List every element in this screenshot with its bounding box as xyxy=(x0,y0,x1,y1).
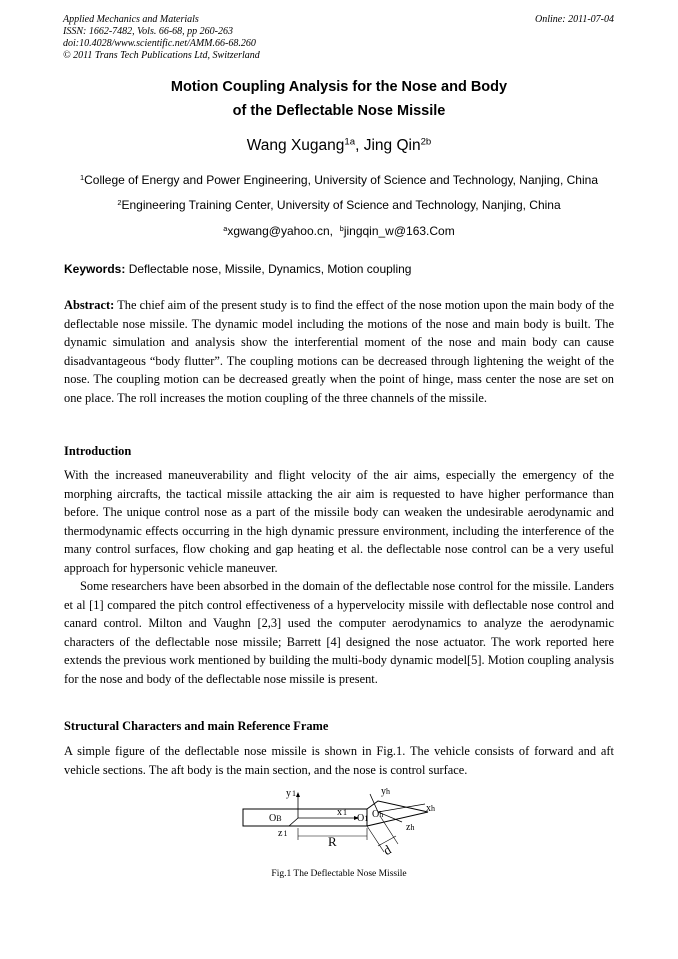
paper-title-line2: of the Deflectable Nose Missile xyxy=(232,103,446,119)
email-b[interactable]: jingqin_w@163.Com xyxy=(343,224,455,238)
y1-arrow xyxy=(296,792,300,797)
doi-line[interactable]: doi:10.4028/www.scientific.net/AMM.66-68.260 xyxy=(63,38,256,49)
z1-axis xyxy=(289,818,298,826)
copyright-line: © 2011 Trans Tech Publications Ltd, Switzerland xyxy=(63,50,260,61)
keywords xyxy=(64,262,411,276)
author-2: Jing Qin xyxy=(363,137,421,154)
section-heading-structural: Structural Characters and main Reference Frame xyxy=(64,719,329,733)
missile-body xyxy=(243,809,367,826)
label-o1: O1 xyxy=(357,813,369,824)
label-xh: xh xyxy=(426,803,435,814)
issn-line: ISSN: 1662-7482, Vols. 66-68, pp 260-263 xyxy=(63,26,233,37)
keywords-label: Keywords: xyxy=(64,262,126,276)
missile-diagram xyxy=(230,784,460,864)
label-y1: y1 xyxy=(286,788,296,799)
abstract-label: Abstract: xyxy=(64,298,115,312)
affiliation-1: $^1$College of Energy and Power Engineering, University of Science and Technology, Nanjing, China xyxy=(79,172,598,187)
email-a[interactable]: xgwang@yahoo.cn xyxy=(227,224,330,238)
authors: Wang Xugang$^{1a}$, Jing Qin$^{2b}$ xyxy=(246,136,432,154)
affiliation-2: $^2$Engineering Training Center, University of Science and Technology, Nanjing, China xyxy=(117,197,561,212)
label-z1: z1 xyxy=(278,828,288,839)
paper-title-line1: Motion Coupling Analysis for the Nose and Body xyxy=(170,79,508,95)
section-heading-introduction: Introduction xyxy=(64,444,132,458)
label-oh: Oh xyxy=(372,809,384,820)
label-r: R xyxy=(328,834,337,849)
intro-paragraph-2: Some researchers have been absorbed in the domain of the deflectable nose control for the missile. Landers et al [1] compared the pitch control effectiveness of a hypervelocity missile with deflectable nose control and canard control. Milton and Vaughn [2,3] used the computer aerodynamics to analyze the aerodynamic characters of the deflectable nose missile; Barrett [4] designed the nose actuator. The work reported here extends the previous work mentioned by building the multi-body dynamic model[5]. Motion coupling analysis for the nose and body of the deflectable nose missile is present. xyxy=(64,579,614,686)
author-1: Wang Xugang xyxy=(246,137,345,154)
journal-name: Applied Mechanics and Materials xyxy=(63,14,199,25)
author-2-affil: 2b xyxy=(420,136,432,148)
label-yh: yh xyxy=(381,786,390,797)
abstract xyxy=(64,296,614,408)
label-ob: OB xyxy=(269,813,282,824)
emails: $^a$xgwang@yahoo.cn, $^b$jingqin_w@163.Com xyxy=(223,223,455,238)
xh-axis xyxy=(378,804,425,812)
structural-paragraph-1: A simple figure of the deflectable nose missile is shown in Fig.1. The vehicle consists of forward and aft vehicle sections. The aft body is the main section, and the nose is control surface. xyxy=(64,744,614,777)
online-date: Online: 2011-07-04 xyxy=(535,14,614,25)
keywords-text: Deflectable nose, Missile, Dynamics, Motion coupling xyxy=(125,262,412,276)
intro-paragraph-1: With the increased maneuverability and flight velocity of the air aims, especially the emergency of the morphing aircrafts, the tactical missile attacking the air aim is requested to have higher performance than before. The unique control nose as a part of the missile body can weaken the undesirable aerodynamic and thermodynamic effects occurring in the high dynamic pressure environment, including the interference of the many control surfaces, flow choking and gap heating et al. the deflectable nose control can be a very useful approach for hypersonic vehicle maneuver. xyxy=(64,468,614,575)
journal-header xyxy=(63,14,260,62)
label-d: d xyxy=(380,841,394,859)
abstract-text: The chief aim of the present study is to find the effect of the nose motion upon the main body of the deflectable nose missile. The dynamic model including the motions of the nose and main body is built. The dynamic simulation and analysis show the interferential moment of the nose and main body can cause disadvantageous “body flutter”. The coupling motions can be decreased through lightening the weight of the nose. The coupling motion can be decreased greatly when the point of hinge, mass center the nose are set on one place. The roll increases the motion coupling of the three channels of the missile. xyxy=(64,298,614,405)
label-zh: zh xyxy=(406,822,415,833)
author-1-affil: 1a xyxy=(344,136,356,148)
label-x1: x1 xyxy=(337,807,347,818)
figure-caption: Fig.1 The Deflectable Nose Missile xyxy=(271,869,407,879)
